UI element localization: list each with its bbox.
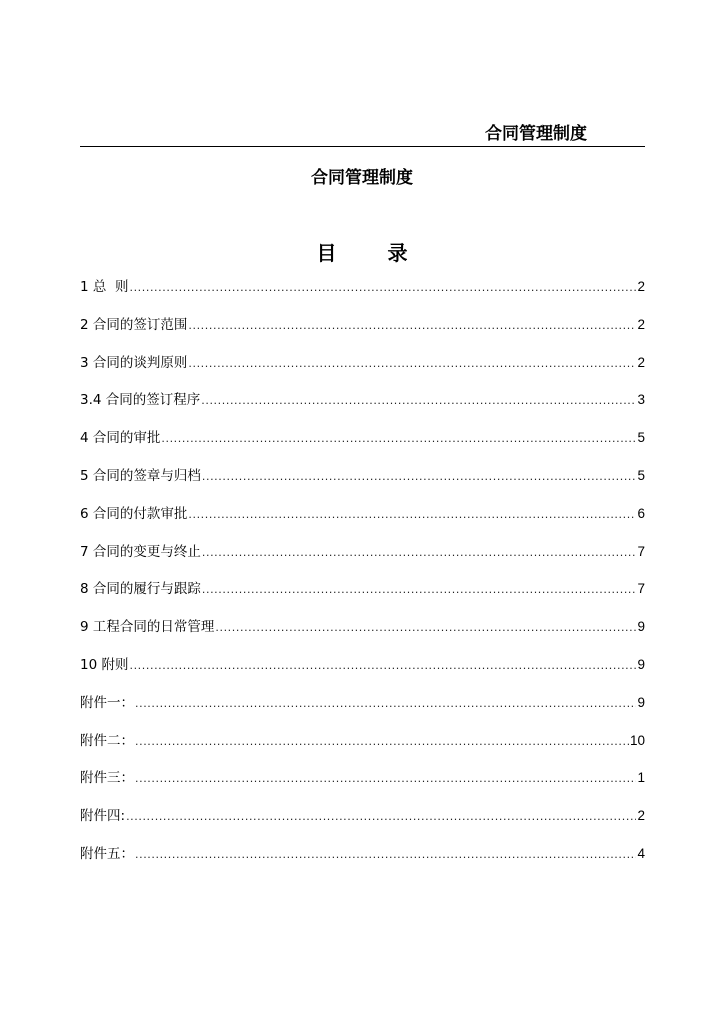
toc-entry-appendix-5[interactable] — [80, 844, 645, 882]
toc-entry-approval[interactable] — [80, 428, 645, 466]
toc-entry-page: 7 — [637, 543, 645, 559]
toc-entry-page: 7 — [637, 581, 645, 597]
toc-entry-label: 附件五： — [80, 845, 134, 862]
toc-entry-page: 5 — [637, 430, 645, 446]
toc-entry-seal-and-archive[interactable] — [80, 466, 645, 504]
page-header-title: 合同管理制度 — [485, 124, 587, 144]
toc-entry-appendix-3[interactable] — [80, 768, 645, 806]
toc-dot-leader — [135, 694, 636, 714]
toc-entry-label: 附件二： — [80, 732, 134, 749]
toc-entry-page: 5 — [637, 467, 645, 483]
toc-entry-appendix-2[interactable] — [80, 731, 645, 769]
toc-entry-label: 4 合同的审批 — [80, 430, 161, 447]
toc-dot-leader — [188, 316, 636, 336]
toc-entry-page: 9 — [637, 619, 645, 635]
toc-entry-supplementary[interactable] — [80, 655, 645, 693]
toc-entry-page: 10 — [629, 732, 645, 748]
page-header — [80, 118, 645, 147]
toc-entry-page: 2 — [637, 316, 645, 332]
toc-entry-label: 附件三： — [80, 770, 134, 787]
toc-entry-page: 2 — [637, 808, 645, 824]
toc-entry-label: 8 合同的履行与跟踪 — [80, 581, 201, 598]
toc-heading: 目 录 — [316, 241, 430, 265]
toc-entry-appendix-1[interactable] — [80, 693, 645, 731]
toc-entry-label: 附件四: — [80, 808, 126, 825]
toc-entry-signing-scope[interactable] — [80, 315, 645, 353]
toc-entry-label: 1 总 则 — [80, 279, 129, 295]
toc-dot-leader — [135, 732, 629, 752]
toc-entry-label: 9 工程合同的日常管理 — [80, 619, 215, 636]
toc-dot-leader — [201, 391, 636, 411]
toc-entry-page: 9 — [637, 656, 645, 672]
toc-entry-engineering-contracts[interactable] — [80, 617, 645, 655]
toc-entry-change-and-termination[interactable] — [80, 542, 645, 580]
toc-entry-general[interactable] — [80, 277, 645, 315]
toc-entry-page: 6 — [637, 505, 645, 521]
toc-entry-page: 4 — [637, 845, 645, 861]
toc-dot-leader — [202, 467, 637, 487]
toc-dot-leader — [129, 278, 636, 298]
table-of-contents — [80, 277, 645, 882]
toc-dot-leader — [161, 429, 636, 449]
toc-entry-label: 5 合同的签章与归档 — [80, 467, 201, 484]
toc-entry-page: 2 — [637, 279, 645, 294]
toc-entry-page: 1 — [637, 770, 645, 786]
toc-entry-label: 7 合同的变更与终止 — [80, 543, 201, 560]
toc-dot-leader — [202, 543, 637, 563]
toc-entry-payment-approval[interactable] — [80, 504, 645, 542]
toc-dot-leader — [188, 505, 636, 525]
toc-entry-page: 9 — [637, 694, 645, 710]
toc-entry-label: 附件一： — [80, 694, 134, 711]
toc-dot-leader — [135, 769, 636, 789]
toc-dot-leader — [126, 807, 636, 827]
toc-entry-performance-tracking[interactable] — [80, 579, 645, 617]
toc-dot-leader — [202, 580, 637, 600]
toc-entry-page: 3 — [637, 392, 645, 408]
toc-entry-label: 3 合同的谈判原则 — [80, 354, 188, 371]
toc-entry-label: 6 合同的付款审批 — [80, 505, 188, 522]
toc-dot-leader — [188, 354, 636, 374]
toc-entry-label: 2 合同的签订范围 — [80, 316, 188, 333]
toc-entry-signing-procedure[interactable] — [80, 390, 645, 428]
toc-dot-leader — [129, 656, 636, 676]
toc-entry-negotiation-principles[interactable] — [80, 353, 645, 391]
toc-entry-label: 10 附则 — [80, 656, 129, 673]
document-title: 合同管理制度 — [311, 168, 413, 188]
toc-dot-leader — [135, 845, 636, 865]
toc-dot-leader — [215, 618, 636, 638]
toc-entry-appendix-4[interactable] — [80, 806, 645, 844]
toc-entry-page: 2 — [637, 354, 645, 370]
toc-entry-label: 3.4 合同的签订程序 — [80, 392, 201, 409]
